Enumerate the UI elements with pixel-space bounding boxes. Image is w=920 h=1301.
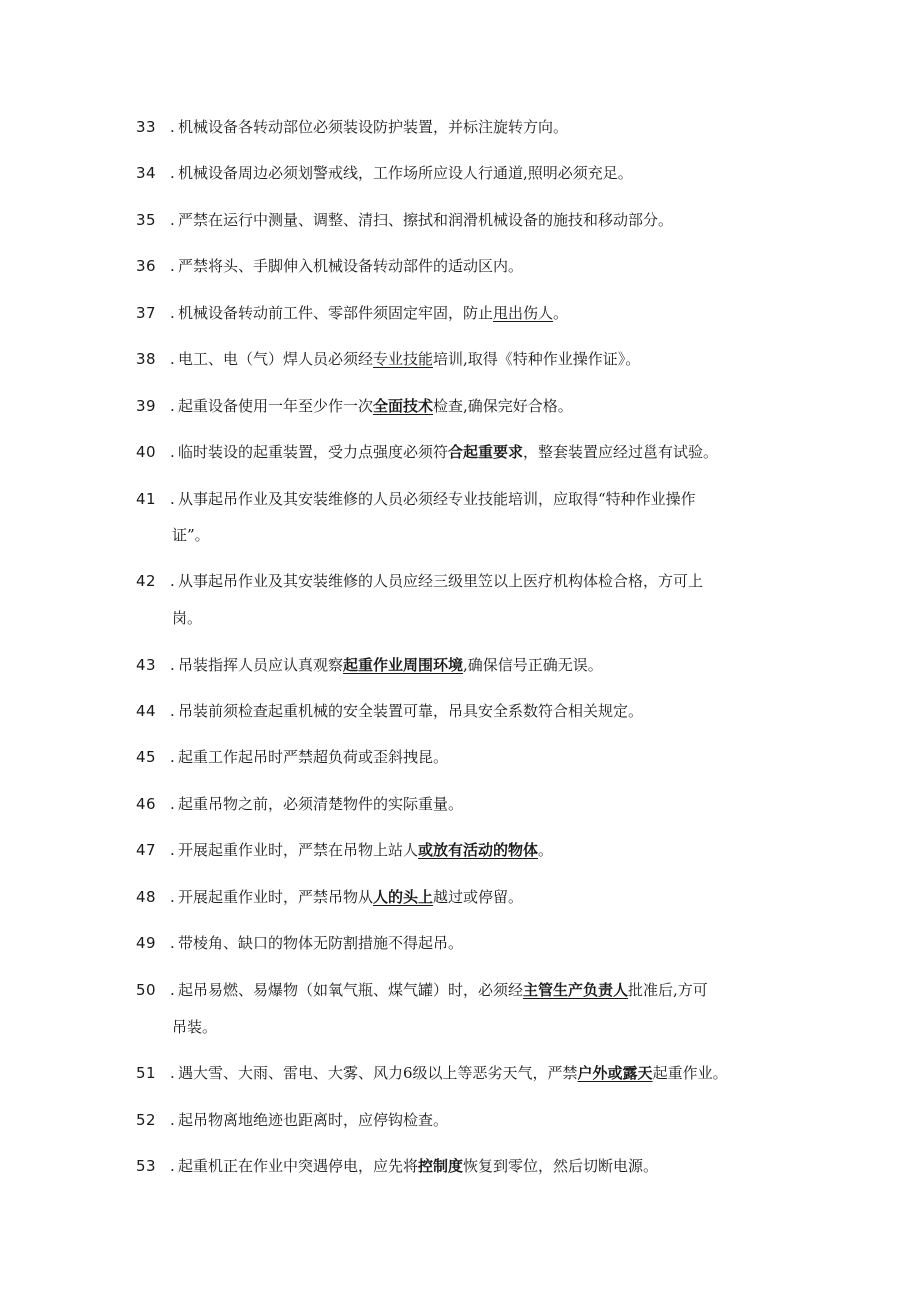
list-item: 35 . 严禁在运行中测量、调整、清扫、擦拭和润滑机械设备的施技和移动部分。 (136, 211, 674, 229)
item-number: 53 (136, 1157, 157, 1175)
item-number: 42 (136, 572, 157, 590)
underlined-answer: 全面技术 (373, 397, 434, 415)
item-number: 39 (136, 397, 157, 415)
underlined-answer: 户外或露天 (577, 1064, 653, 1082)
underlined-answer: 或放有活动的物体 (418, 841, 539, 859)
item-text: 起重工作起吊时严禁超负荷或歪斜拽昆。 (178, 748, 449, 766)
item-number: 37 (136, 304, 157, 322)
item-text-tail: ,确保信号正确无误。 (463, 656, 603, 674)
item-continuation: 吊装。 (172, 1018, 218, 1036)
item-text: 从事起吊作业及其安装维修的人员应经三级里笠以上医疗机构体检合格，方可上 (178, 572, 704, 590)
item-text: 机械设备转动前工件、零部件须固定牢固，防止 (178, 304, 494, 322)
item-number: 41 (136, 490, 157, 508)
item-text: 起重设备使用一年至少作一次 (178, 397, 374, 415)
item-text: 机械设备周边必须划警戒线，工作场所应设人行通道,照明必须充足。 (178, 164, 633, 182)
item-text: 严禁将头、手脚伸入机械设备转动部件的适动区内。 (178, 257, 524, 275)
item-text: 吊装前须检查起重机械的安全装置可靠，吊具安全系数符合相关规定。 (178, 702, 644, 720)
bold-answer: 控制度 (418, 1157, 464, 1175)
underlined-answer: 主管生产负责人 (523, 981, 629, 999)
list-item: 50 . 起吊易燃、易爆物（如氧气瓶、煤气罐）时，必须经主管生产负责人批准后,方可 (136, 981, 708, 999)
item-number: 34 (136, 164, 157, 182)
item-text: 遇大雪、大雨、雷电、大雾、风力6级以上等恶劣天气，严禁 (178, 1064, 578, 1082)
bold-answer: 合起重要求 (448, 443, 524, 461)
item-number: 44 (136, 702, 157, 720)
list-item: 46 . 起重吊物之前，必须清楚物件的实际重量。 (136, 795, 464, 813)
item-text-tail: 。 (538, 841, 554, 859)
list-item: 34 . 机械设备周边必须划警戒线，工作场所应设人行通道,照明必须充足。 (136, 164, 633, 182)
item-number: 35 (136, 211, 157, 229)
item-text: 带棱角、缺口的物体无防割措施不得起吊。 (178, 934, 464, 952)
item-number: 33 (136, 118, 157, 136)
item-text-tail: 检查,确保完好合格。 (433, 397, 573, 415)
item-text-tail: 。 (553, 304, 569, 322)
item-text: 开展起重作业时，严禁吊物从 (178, 888, 374, 906)
list-item: 53 . 起重机正在作业中突遇停电，应先将控制度恢复到零位，然后切断电源。 (136, 1157, 659, 1175)
list-item: 47 . 开展起重作业时，严禁在吊物上站人或放有活动的物体。 (136, 841, 554, 859)
item-text: 起吊物离地绝迹也距离时，应停钩检查。 (178, 1111, 449, 1129)
list-item: 40 . 临时装设的起重装置，受力点强度必须符合起重要求，整套装置应经过邕有试验。 (136, 443, 719, 461)
item-text: 开展起重作业时，严禁在吊物上站人 (178, 841, 419, 859)
list-item: 38 . 电工、电（气）焊人员必须经专业技能培训,取得《特种作业操作证》。 (136, 350, 641, 368)
list-item: 36 . 严禁将头、手脚伸入机械设备转动部件的适动区内。 (136, 257, 524, 275)
item-number: 51 (136, 1064, 157, 1082)
item-number: 43 (136, 656, 157, 674)
underlined-answer: 人的头上 (373, 888, 434, 906)
underlined-answer: 专业技能 (373, 350, 434, 368)
list-item: 48 . 开展起重作业时，严禁吊物从人的头上越过或停留。 (136, 888, 524, 906)
item-number: 48 (136, 888, 157, 906)
item-text: 起吊易燃、易爆物（如氧气瓶、煤气罐）时，必须经 (178, 981, 524, 999)
item-text: 从事起吊作业及其安装维修的人员必须经专业技能培训，应取得“特种作业操作 (178, 490, 696, 508)
item-number: 36 (136, 257, 157, 275)
underlined-answer: 甩出伤人 (493, 304, 554, 322)
item-number: 46 (136, 795, 157, 813)
item-number: 50 (136, 981, 157, 999)
item-text: 起重机正在作业中突遇停电，应先将 (178, 1157, 419, 1175)
list-item: 49 . 带棱角、缺口的物体无防割措施不得起吊。 (136, 934, 464, 952)
list-item: 42 . 从事起吊作业及其安装维修的人员应经三级里笠以上医疗机构体检合格，方可上 (136, 572, 704, 590)
item-text-tail: 越过或停留。 (433, 888, 524, 906)
item-number: 45 (136, 748, 157, 766)
list-item: 41 . 从事起吊作业及其安装维修的人员必须经专业技能培训，应取得“特种作业操作 (136, 490, 696, 508)
item-text: 临时装设的起重装置，受力点强度必须符 (178, 443, 449, 461)
item-text: 严禁在运行中测量、调整、清扫、擦拭和润滑机械设备的施技和移动部分。 (178, 211, 674, 229)
list-item: 37 . 机械设备转动前工件、零部件须固定牢固，防止甩出伤人。 (136, 304, 569, 322)
list-item: 43 . 吊装指挥人员应认真观察起重作业周围环境,确保信号正确无误。 (136, 656, 603, 674)
list-item: 44 . 吊装前须检查起重机械的安全装置可靠，吊具安全系数符合相关规定。 (136, 702, 644, 720)
list-item: 52 . 起吊物离地绝迹也距离时，应停钩检查。 (136, 1111, 449, 1129)
item-text-tail: 恢复到零位，然后切断电源。 (463, 1157, 659, 1175)
item-text: 起重吊物之前，必须清楚物件的实际重量。 (178, 795, 464, 813)
item-continuation: 岗。 (172, 609, 203, 627)
item-text-tail: 培训,取得《特种作业操作证》。 (433, 350, 641, 368)
item-text: 电工、电（气）焊人员必须经 (178, 350, 374, 368)
item-number: 38 (136, 350, 157, 368)
item-text: 机械设备各转动部位必须装设防护装置，并标注旋转方向。 (178, 118, 569, 136)
list-item: 51 . 遇大雪、大雨、雷电、大雾、风力6级以上等恶劣天气，严禁户外或露天起重作业。 (136, 1064, 728, 1082)
item-number: 40 (136, 443, 157, 461)
list-item: 33 . 机械设备各转动部位必须装设防护装置，并标注旋转方向。 (136, 118, 569, 136)
item-text: 吊装指挥人员应认真观察 (178, 656, 344, 674)
list-item: 45 . 起重工作起吊时严禁超负荷或歪斜拽昆。 (136, 748, 449, 766)
item-text-tail: 批准后,方可 (628, 981, 708, 999)
item-number: 47 (136, 841, 157, 859)
item-text-tail: ，整套装置应经过邕有试验。 (523, 443, 719, 461)
item-text-tail: 起重作业。 (652, 1064, 728, 1082)
item-number: 49 (136, 934, 157, 952)
item-continuation: 证”。 (172, 526, 210, 544)
underlined-answer: 起重作业周围环境 (343, 656, 464, 674)
list-item: 39 . 起重设备使用一年至少作一次全面技术检查,确保完好合格。 (136, 397, 573, 415)
item-number: 52 (136, 1111, 157, 1129)
